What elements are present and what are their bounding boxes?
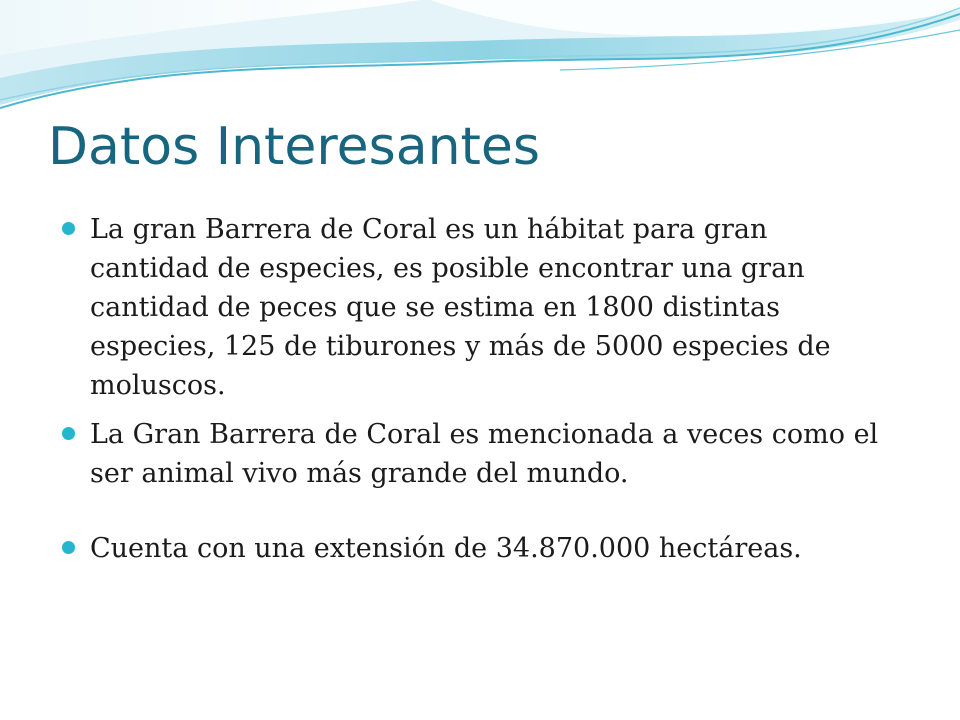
slide-title: Datos Interesantes	[48, 117, 541, 177]
bullet-item	[62, 529, 892, 568]
header-wave-decoration	[0, 0, 960, 120]
bullet-text: La gran Barrera de Coral es un hábitat para gran cantidad de especies, es posible encontrar una gran cantidad de peces que se estima en 1800 distintas especies, 125 de tiburones y más de 5000 especies de moluscos.	[90, 214, 831, 401]
bullet-dot-icon	[62, 541, 75, 554]
bullet-text: La Gran Barrera de Coral es mencionada a veces como el ser animal vivo más grande del mundo.	[90, 419, 879, 489]
bullet-item	[62, 415, 892, 493]
bullet-dot-icon	[62, 427, 75, 440]
bullet-item	[62, 210, 892, 405]
bullet-list	[62, 210, 892, 578]
bullet-text: Cuenta con una extensión de 34.870.000 hectáreas.	[90, 533, 802, 564]
bullet-dot-icon	[62, 222, 75, 235]
